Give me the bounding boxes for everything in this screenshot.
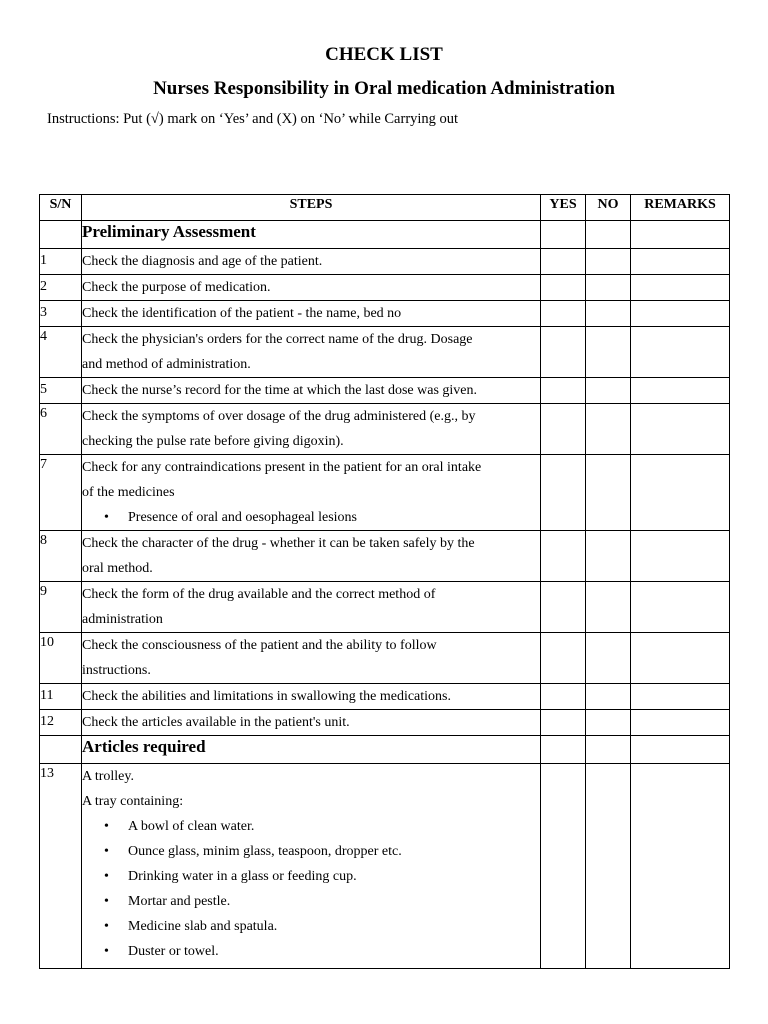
table-row	[40, 633, 730, 684]
header-remarks: REMARKS	[631, 195, 730, 221]
table-row	[40, 404, 730, 455]
remarks-cell[interactable]	[631, 249, 730, 275]
table-row	[40, 378, 730, 404]
remarks-cell[interactable]	[631, 764, 730, 969]
remarks-cell[interactable]	[631, 378, 730, 404]
section-heading: Articles required	[82, 736, 541, 764]
yes-cell[interactable]	[541, 327, 586, 378]
step-line: Check for any contraindications present in the patient for an oral intake	[82, 460, 482, 475]
page-title: CHECK LIST	[325, 44, 443, 65]
step-line: Check the character of the drug - whether it can be taken safely by the	[82, 536, 475, 551]
step-text	[82, 582, 541, 633]
step-line: A trolley.	[82, 769, 134, 784]
row-number: 10	[40, 633, 82, 684]
remarks-cell[interactable]	[631, 710, 730, 736]
no-cell[interactable]	[586, 249, 631, 275]
bullet-item	[82, 939, 540, 964]
page-subtitle: Nurses Responsibility in Oral medication Administration	[153, 78, 615, 99]
bullet-text: Medicine slab and spatula.	[128, 919, 278, 934]
row-number: 3	[40, 301, 82, 327]
yes-cell[interactable]	[541, 301, 586, 327]
yes-cell[interactable]	[541, 275, 586, 301]
no-cell[interactable]	[586, 275, 631, 301]
remarks-cell[interactable]	[631, 736, 730, 764]
table-row	[40, 455, 730, 531]
yes-cell[interactable]	[541, 633, 586, 684]
no-cell[interactable]	[586, 684, 631, 710]
row-number: 1	[40, 249, 82, 275]
no-cell[interactable]	[586, 404, 631, 455]
bullet-item	[82, 814, 540, 839]
remarks-cell[interactable]	[631, 684, 730, 710]
bullet-text: Presence of oral and oesophageal lesions	[128, 510, 357, 525]
no-cell[interactable]	[586, 710, 631, 736]
bullet-text: Duster or towel.	[128, 944, 219, 959]
row-number: 6	[40, 404, 82, 455]
remarks-cell[interactable]	[631, 582, 730, 633]
remarks-cell[interactable]	[631, 455, 730, 531]
header-no: NO	[586, 195, 631, 221]
bullet-item	[82, 914, 540, 939]
step-line: Check the physician's orders for the correct name of the drug. Dosage	[82, 332, 473, 347]
bullet-item	[82, 839, 540, 864]
step-text: Check the articles available in the patient's unit.	[82, 710, 541, 736]
bullet-icon: •	[104, 869, 109, 884]
step-line: A tray containing:	[82, 794, 184, 809]
header-sn: S/N	[40, 195, 82, 221]
step-line: Check the form of the drug available and the correct method of	[82, 587, 436, 602]
bullet-text: Drinking water in a glass or feeding cup.	[128, 869, 357, 884]
remarks-cell[interactable]	[631, 275, 730, 301]
no-cell[interactable]	[586, 764, 631, 969]
table-row	[40, 249, 730, 275]
bullet-text: Ounce glass, minim glass, teaspoon, dropper etc.	[128, 844, 402, 859]
instructions-text: Instructions: Put (√) mark on ‘Yes’ and (X) on ‘No’ while Carrying out	[47, 111, 459, 127]
bullet-item	[82, 505, 540, 530]
no-cell[interactable]	[586, 301, 631, 327]
yes-cell[interactable]	[541, 582, 586, 633]
row-number: 13	[40, 764, 82, 969]
step-line: checking the pulse rate before giving digoxin).	[82, 434, 344, 449]
no-cell[interactable]	[586, 633, 631, 684]
yes-cell[interactable]	[541, 455, 586, 531]
step-text	[82, 455, 541, 531]
step-text: Check the abilities and limitations in swallowing the medications.	[82, 684, 541, 710]
yes-cell[interactable]	[541, 221, 586, 249]
table-body	[40, 221, 730, 969]
bullet-icon: •	[104, 510, 109, 525]
table-row	[40, 531, 730, 582]
step-text	[82, 633, 541, 684]
yes-cell[interactable]	[541, 531, 586, 582]
bullet-item	[82, 864, 540, 889]
step-line: Check the consciousness of the patient and the ability to follow	[82, 638, 437, 653]
step-line: and method of administration.	[82, 357, 251, 372]
row-number: 12	[40, 710, 82, 736]
step-line: instructions.	[82, 663, 151, 678]
bullet-text: A bowl of clean water.	[128, 819, 255, 834]
section-row-preliminary	[40, 221, 730, 249]
remarks-cell[interactable]	[631, 327, 730, 378]
yes-cell[interactable]	[541, 736, 586, 764]
row-number: 7	[40, 455, 82, 531]
section-row-articles	[40, 736, 730, 764]
row-number: 4	[40, 327, 82, 378]
table-row	[40, 301, 730, 327]
bullet-icon: •	[104, 819, 109, 834]
step-line: oral method.	[82, 561, 153, 576]
row-number: 9	[40, 582, 82, 633]
yes-cell[interactable]	[541, 684, 586, 710]
checklist-table	[39, 194, 730, 969]
step-text	[82, 531, 541, 582]
bullet-item	[82, 889, 540, 914]
no-cell[interactable]	[586, 582, 631, 633]
table-row	[40, 582, 730, 633]
table-row	[40, 327, 730, 378]
step-text: Check the identification of the patient - the name, bed no	[82, 301, 541, 327]
header-steps: STEPS	[82, 195, 541, 221]
yes-cell[interactable]	[541, 249, 586, 275]
bullet-icon: •	[104, 919, 109, 934]
step-text	[82, 764, 541, 969]
remarks-cell[interactable]	[631, 221, 730, 249]
yes-cell[interactable]	[541, 764, 586, 969]
bullet-icon: •	[104, 894, 109, 909]
header-yes: YES	[541, 195, 586, 221]
no-cell[interactable]	[586, 455, 631, 531]
no-cell[interactable]	[586, 378, 631, 404]
bullet-icon: •	[104, 944, 109, 959]
remarks-cell[interactable]	[631, 404, 730, 455]
row-number: 2	[40, 275, 82, 301]
no-cell[interactable]	[586, 221, 631, 249]
table-header-row	[40, 195, 730, 221]
remarks-cell[interactable]	[631, 531, 730, 582]
step-line: of the medicines	[82, 485, 175, 500]
row-number: 5	[40, 378, 82, 404]
no-cell[interactable]	[586, 531, 631, 582]
step-text	[82, 404, 541, 455]
row-number: 8	[40, 531, 82, 582]
table-row	[40, 764, 730, 969]
table-row	[40, 275, 730, 301]
row-number: 11	[40, 684, 82, 710]
step-text: Check the diagnosis and age of the patient.	[82, 249, 541, 275]
table-row	[40, 684, 730, 710]
remarks-cell[interactable]	[631, 301, 730, 327]
bullet-icon: •	[104, 844, 109, 859]
section-heading: Preliminary Assessment	[82, 221, 541, 249]
row-spacer	[82, 964, 540, 968]
step-text: Check the nurse’s record for the time at which the last dose was given.	[82, 378, 541, 404]
step-text	[82, 327, 541, 378]
step-line: administration	[82, 612, 163, 627]
remarks-cell[interactable]	[631, 633, 730, 684]
step-line: Check the symptoms of over dosage of the drug administered (e.g., by	[82, 409, 476, 424]
bullet-text: Mortar and pestle.	[128, 894, 231, 909]
table-row	[40, 710, 730, 736]
yes-cell[interactable]	[541, 710, 586, 736]
section-sn-cell	[40, 221, 82, 249]
no-cell[interactable]	[586, 327, 631, 378]
yes-cell[interactable]	[541, 404, 586, 455]
yes-cell[interactable]	[541, 378, 586, 404]
section-sn-cell	[40, 736, 82, 764]
no-cell[interactable]	[586, 736, 631, 764]
step-text: Check the purpose of medication.	[82, 275, 541, 301]
